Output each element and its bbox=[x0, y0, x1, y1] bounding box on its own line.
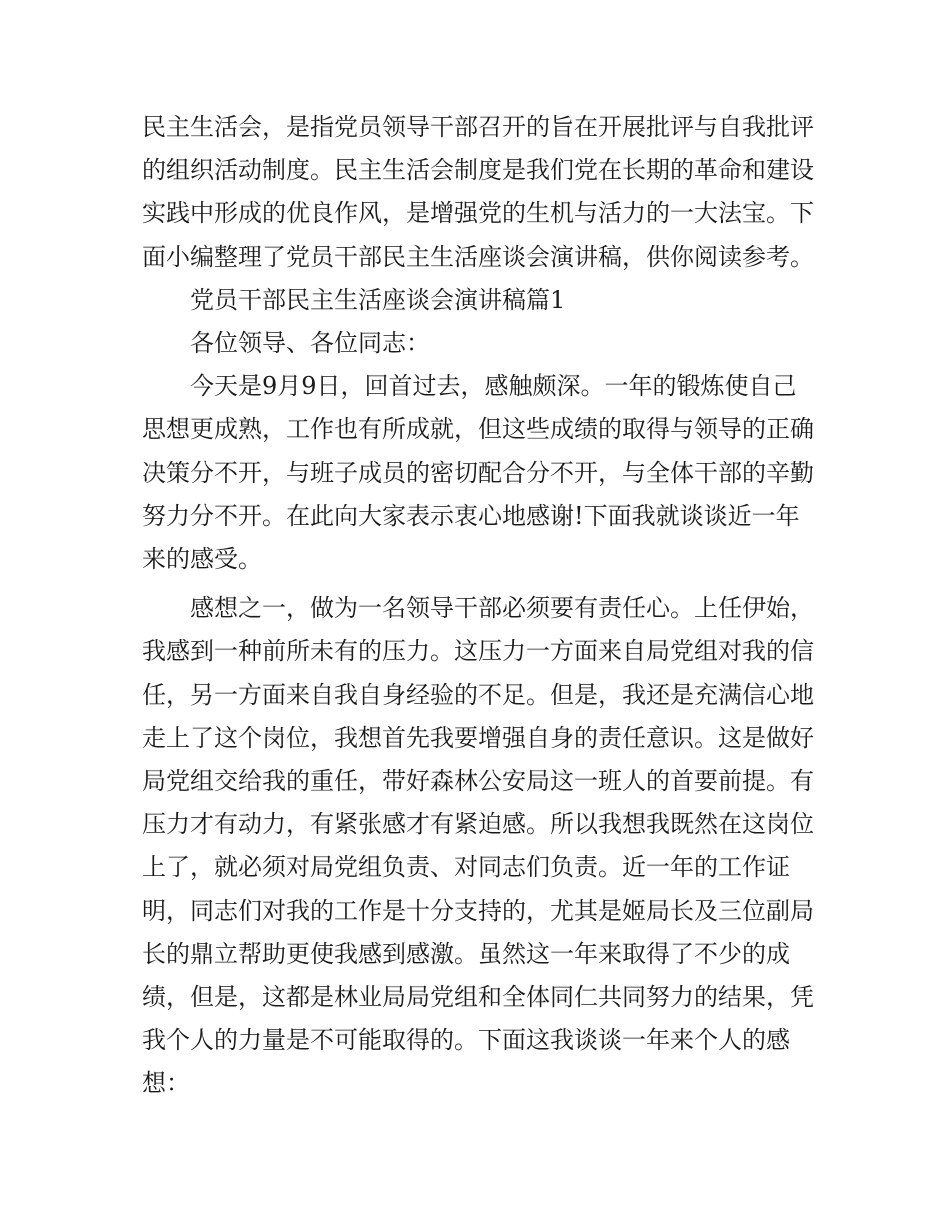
body-paragraph-1: 今天是9月9日，回首过去，感触颇深。一年的锻炼使自己思想更成熟，工作也有所成就，但这些成绩的取得与领导的正确决策分不开，与班子成员的密切配合分不开，与全体干部的辛勤努力分不开。在此向大家表示衷心地感谢!下面我就谈谈近一年来的感受。 bbox=[142, 372, 814, 574]
salutation: 各位领导、各位同志： bbox=[190, 329, 430, 358]
intro-paragraph: 民主生活会，是指党员领导干部召开的旨在开展批评与自我批评的组织活动制度。民主生活会制度是我们党在长期的革命和建设实践中形成的优良作风，是增强党的生机与活力的一大法宝。下面小编整理了党员干部民主生活座谈会演讲稿，供你阅读参考。 bbox=[142, 113, 814, 271]
body-paragraph-2: 感想之一，做为一名领导干部必须要有责任心。上任伊始，我感到一种前所未有的压力。这压力一方面来自局党组对我的信任，另一方面来自我自身经验的不足。但是，我还是充满信心地走上了这个岗位，我想首先我要增强自身的责任意识。这是做好局党组交给我的重任，带好森林公安局这一班人的首要前提。有压力才有动力，有紧张感才有紧迫感。所以我想我既然在这岗位上了，就必须对局党组负责、对同志们负责。近一年的工作证明，同志们对我的工作是十分支持的，尤其是姬局长及三位副局长的鼎立帮助更使我感到感激。虽然这一年来取得了不少的成绩，但是，这都是林业局局党组和全体同仁共同努力的结果，凭我个人的力量是不可能取得的。下面这我谈谈一年来个人的感想： bbox=[142, 594, 814, 1098]
document-body bbox=[142, 106, 814, 1106]
section-heading: 党员干部民主生活座谈会演讲稿篇1 bbox=[190, 285, 566, 314]
